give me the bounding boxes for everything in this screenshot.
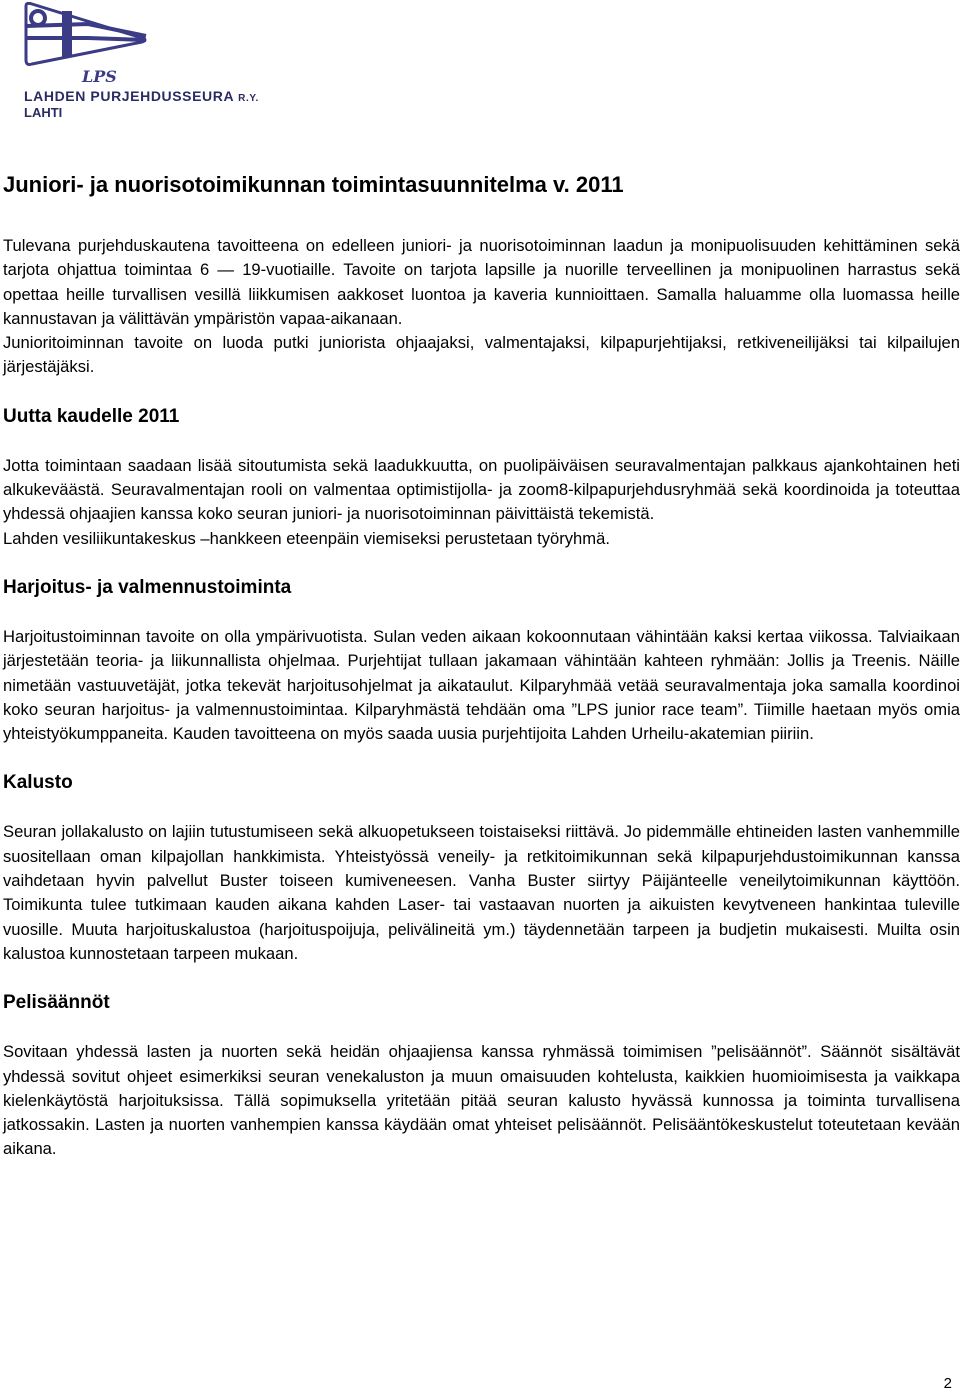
section-heading-rules: Pelisäännöt <box>3 992 110 1014</box>
logo-city: LAHTI <box>24 105 63 120</box>
document-title: Juniori- ja nuorisotoimikunnan toimintasuunnitelma v. 2011 <box>3 172 624 197</box>
document-body <box>3 170 960 1162</box>
sailing-flag-icon <box>22 2 152 88</box>
section-heading-new-season: Uutta kaudelle 2011 <box>3 405 180 427</box>
logo-suffix: R.Y. <box>238 93 259 104</box>
page-number: 2 <box>943 1375 952 1392</box>
section-new-season-paragraph-2: Lahden vesiliikuntakeskus –hankkeen eteenpäin viemiseksi perustetaan työryhmä. <box>3 528 610 548</box>
section-equipment-paragraph: Seuran jollakalusto on lajiin tutustumiseen sekä alkuopetukseen toistaiseksi riittävä. Jo pidemmälle ehtineiden lasten vanhemmille suositellaan oman kilpajollan hankkimista. Yhteistyössä veneily- ja retkitoimikunnan sekä kilpapurjehdustoimikunnan kanssa vaihdetaan hyvin palvellut Buster toiseen kumiveneesen. Vanha Buster siirtyy Päijänteelle veneilytoimikunnan käyttöön. Toimikunta tulee tutkimaan kauden aikana kahden Laser- tai vastaavan nuorten ja aikuisten kevytveneen hankintaa tuleville vuosille. Muuta harjoituskalustoa (harjoituspoijuja, pelivälineitä ym.) täydennetään tarpeen ja budjetin mukaisesti. Muilta osin kalustoa kunnostetaan tarpeen mukaan. <box>3 822 960 963</box>
club-logo <box>22 2 259 120</box>
section-heading-training: Harjoitus- ja valmennustoiminta <box>3 576 292 598</box>
logo-monogram: LPS <box>82 67 117 86</box>
logo-name-text: LAHDEN PURJEHDUSSEURA <box>24 88 234 104</box>
section-heading-equipment: Kalusto <box>3 772 73 794</box>
section-training-paragraph: Harjoitustoiminnan tavoite on olla ympärivuotista. Sulan veden aikaan kokoonnutaan vähintään kaksi kertaa viikossa. Talviaikaan järjestetään teoria- ja liikunnallista ohjelmaa. Purjehtijat tullaan jakamaan vähintään kahteen ryhmään: Jollis ja Treenis. Näille nimetään vastuuvetäjät, jotka tekevät harjoitusohjelmat ja aikataulut. Kilparyhmää vetää seuravalmentaja joka samalla koordinoi koko seuran harjoitus- ja valmennustoimintaa. Kilparyhmästä tehdään oma ”LPS junior race team”. Tiimille haetaan myös omia yhteistyökumppaneita. Kauden tavoitteena on myös saada uusia purjehtijoita Lahden Urheilu-akatemian piiriin. <box>3 626 960 744</box>
section-new-season-paragraph-1: Jotta toimintaan saadaan lisää sitoutumista sekä laadukkuutta, on puolipäiväisen seuravalmentajan palkkaus ajankohtainen heti alkukeväästä. Seuravalmentajan rooli on valmentaa optimistijolla- ja zoom8-kilpapurjehdusryhmää sekä koordinoida ja toteuttaa yhdessä ohjaajien kanssa koko seuran juniori- ja nuorisotoiminnan päivittäistä tekemistä. <box>3 455 960 524</box>
intro-paragraph-1: Tulevana purjehduskautena tavoitteena on edelleen juniori- ja nuorisotoiminnan laadun ja monipuolisuuden kehittäminen sekä tarjota ohjattua toimintaa 6 — 19-vuotiaille. Tavoite on tarjota lapsille ja nuorille terveellinen ja monipuolinen harrastus sekä opettaa heille turvallisen vesillä liikkumisen aakkoset luontoa ja kaveria kunnioittaen. Samalla haluamme olla luomassa heille kannustavan ja välittävän ympäristön vapaa-aikanaan. <box>3 236 960 328</box>
logo-club-name <box>24 88 259 104</box>
section-rules-paragraph: Sovitaan yhdessä lasten ja nuorten sekä heidän ohjaajiensa kanssa ryhmässä toimimisen ”pelisäännöt”. Säännöt sisältävät yhdessä sovitut ohjeet esimerkiksi seuran venekaluston ja muun omaisuuden kohtelusta, kaikkien huomioimisesta ja vaikkapa kielenkäytöstä harjoituksissa. Tällä sopimuksella yritetään pitää seuran kalusto hyvässä kunnossa ja toiminta turvallisena jatkossakin. Lasten ja nuorten vanhempien kanssa käydään omat yhteiset pelisäännöt. Pelisääntökeskustelut toteutetaan kevään aikana. <box>3 1042 960 1159</box>
intro-paragraph-2: Junioritoiminnan tavoite on luoda putki juniorista ohjaajaksi, valmentajaksi, kilpapurjehtijaksi, retkiveneilijäksi tai kilpailujen järjestäjäksi. <box>3 333 960 377</box>
